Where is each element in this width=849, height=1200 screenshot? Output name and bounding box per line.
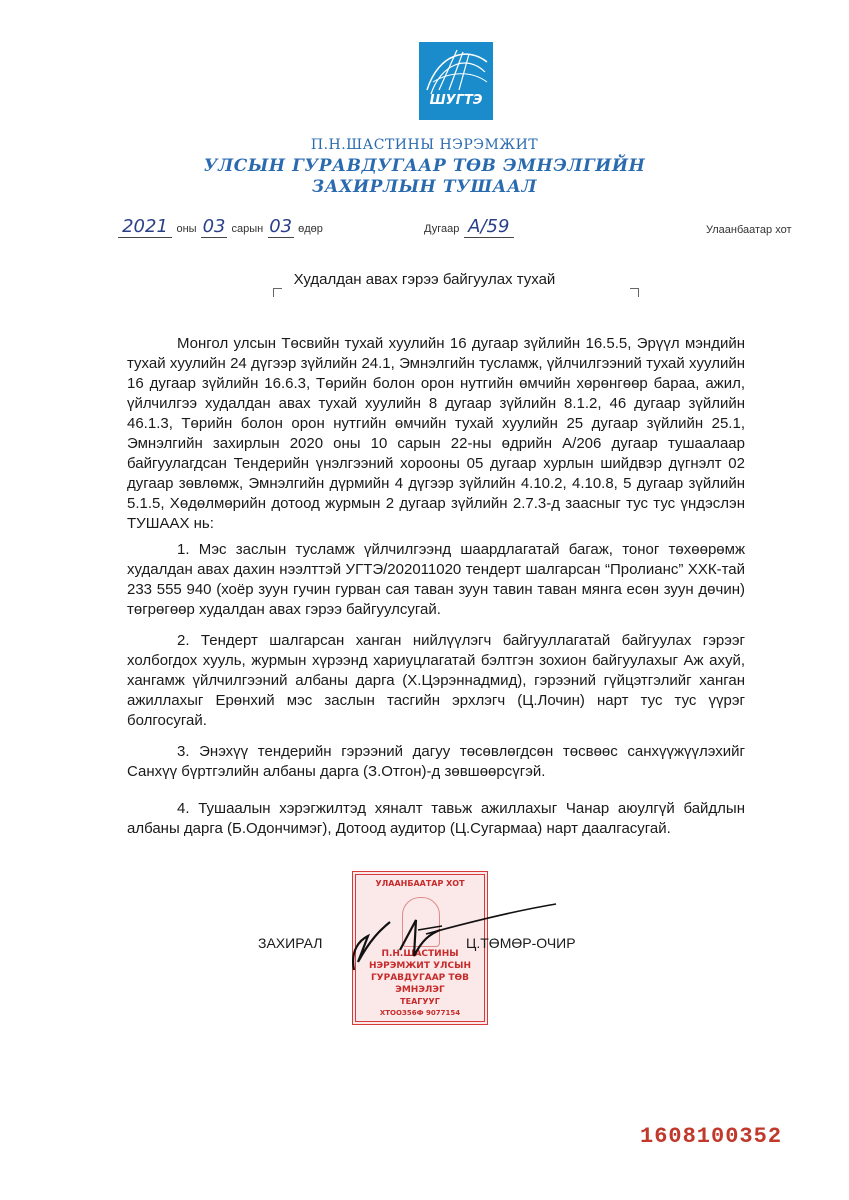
date-day: 03	[269, 216, 293, 237]
org-name-line1: П.Н.ШАСТИНЫ НЭРЭМЖИТ	[310, 137, 539, 153]
signatory-role: ЗАХИРАЛ	[258, 935, 323, 951]
signatory-name: Ц.ТӨМӨР-ОЧИР	[466, 935, 576, 951]
title-corner-right	[630, 288, 639, 297]
date-month-label: сарын	[231, 223, 264, 235]
order-item-1: 1. Мэс заслын тусламж үйлчилгээнд шаардлагатай багаж, тоног төхөөрөмж худалдан авах дахин нээлттэй УГТЭ/202011020 тендерт шалгарсан “Пролианс” ХХК-тай 233 555 940 (хоёр зуун гучин гурван сая таван зуун тавин таван мянга есөн зуун дөчин) төгрөгөөр худалдан авах гэрээ байгуулсугай.	[127, 541, 745, 618]
intro-paragraph: Монгол улсын Төсвийн тухай хуулийн 16 дугаар зүйлийн 16.5.5, Эрүүл мэндийн тухай хуулийн 24 дүгээр зүйлийн 24.1, Эмнэлгийн тусламж, үйлчилгээний тухай хуулийн 16 дугаар зүйлийн 16.6.3, Төрийн болон орон нутгийн өмчийн хөрөнгөөр бараа, ажил, үйлчилгээ худалдан авах тухай хуулийн 8 дугаар зүйлийн 8.1.2, 46 дугаар зүйлийн 46.1.3, Төрийн болон орон нутгийн өмчийн тухай хуулийн 25 дугаар зүйлийн 25.1, Эмнэлгийн захирлын 2020 оны 10 сарын 22-ны өдрийн А/206 дугаар тушаалаар байгуулагдсан Тендерийн үнэлгээний хорооны 05 дугаар хурлын шийдвэр дүгнэлт 02 дугаар зөвлөмж, Эмнэлгийн дүрмийн 4 дүгээр зүйлийн 4.10.2, 4.10.8, 5 дугаар зүйлийн 5.1.5, Хөдөлмөрийн дотоод журмын 2 дугаар зүйлийн 2.7.3-д заасныг тус тус үндэслэн ТУШААХ нь:	[127, 335, 745, 532]
date-row	[118, 216, 328, 238]
city-label: Улаанбаатар хот	[706, 224, 792, 236]
stamp-line5: ТЕАГУУГ	[400, 997, 440, 1006]
stamp-line3: ГУРАВДУГААР ТӨВ	[370, 973, 470, 983]
document-type-title: ЗАХИРЛЫН ТУШААЛ	[311, 177, 538, 197]
order-number-row	[424, 216, 514, 238]
order-item-3: 3. Энэхүү тендерийн гэрээний дагуу төсөвлөгдсөн төсвөөс санхүүжүүлэхийг Санхүү бүртгэлийн албаны дарга (З.Отгон)-д зөвшөөрсүгэй.	[127, 743, 745, 780]
order-item-2: 2. Тендерт шалгарсан ханган нийлүүлэгч байгууллагатай байгуулах гэрээг холбогдох хууль, журмын хүрээнд хариуцлагатай бэлтгэн зохион байгуулахыг Аж ахуй, хангамж үйлчилгээний албаны дарга (Х.Цэрэннадмид), гэрээний гүйцэтгэлийг ханган ажиллахыг Ерөнхий мэс заслын тасгийн эрхлэгч (Ц.Лочин) нарт тус тус үүрэг болгосугай.	[127, 632, 745, 729]
stamp-line1: П.Н.ШАСТИНЫ	[381, 949, 459, 959]
stamp-line2: НЭРЭМЖИТ УЛСЫН	[369, 961, 471, 971]
logo-graphic	[419, 42, 493, 120]
date-year: 2021	[118, 216, 172, 238]
handwritten-signature	[330, 900, 570, 980]
date-year-label: оны	[176, 223, 197, 235]
logo-text: ШУГТЭ	[429, 93, 483, 108]
stamp-line6: ХТООЗ56Ф 9077154	[379, 1009, 461, 1017]
stamp-line4: ЭМНЭЛЭГ	[395, 985, 445, 995]
stamp-top-text: УЛААНБААТАР ХОТ	[375, 879, 465, 888]
order-item-4: 4. Тушаалын хэрэгжилтэд хяналт тавьж ажиллахыг Чанар аюулгүй байдлын албаны дарга (Б.Одончимэг), Дотоод аудитор (Ц.Сугармаа) нарт даалгасугай.	[127, 800, 745, 837]
hospital-logo	[419, 42, 493, 120]
org-name-line2: УЛСЫН ГУРАВДУГААР ТӨВ ЭМНЭЛГИЙН	[203, 156, 646, 176]
order-number-value: А/59	[464, 216, 514, 238]
title-corner-left	[273, 288, 282, 297]
date-day-label: өдөр	[298, 223, 323, 235]
order-number-label: Дугаар	[424, 223, 460, 235]
date-month: 03	[202, 216, 226, 237]
document-serial-number: 1608100352	[640, 1124, 783, 1149]
document-subject-title: Худалдан авах гэрээ байгуулах тухай	[293, 271, 556, 288]
